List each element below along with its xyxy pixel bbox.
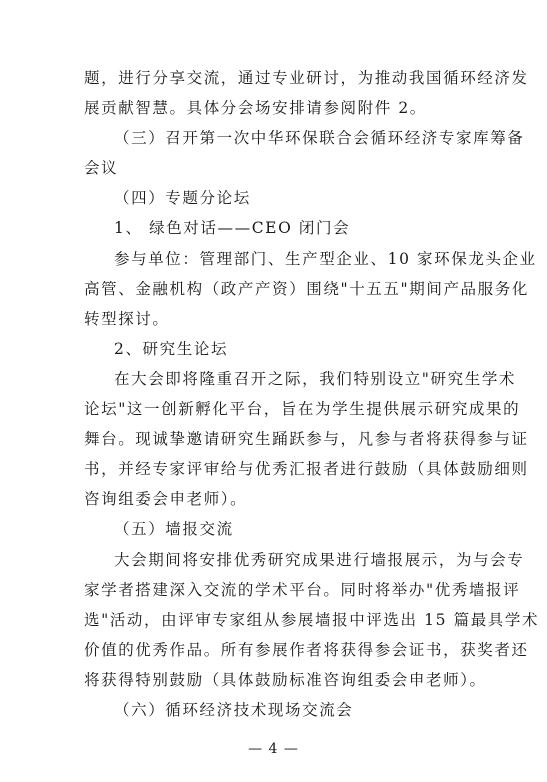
text-line: （五）墙报交流 [114,520,234,538]
text-line: 1、 绿色对话——CEO 闭门会 [114,219,351,237]
text-line: 转型探讨。 [84,310,170,328]
text-line: 价值的优秀作品。所有参展作者将获得参会证书，获奖者还 [84,641,529,659]
text-line: 题，进行分享交流，通过专业研讨，为推动我国循环经济发 [84,69,529,87]
text-line: 咨询组委会申老师）。 [84,490,248,508]
text-line: 书，并经专家评审给与优秀汇报者进行鼓励（具体鼓励细则 [84,460,529,478]
text-line: 论坛"这一创新孵化平台，旨在为学生提供展示研究成果的 [84,400,521,418]
text-line: 家学者搭建深入交流的学术平台。同时将举办"优秀墙报评 [84,581,521,599]
text-line: （六）循环经济技术现场交流会 [114,701,354,719]
text-line: 2、研究生论坛 [114,340,229,358]
text-line: 高管、金融机构（政产产资）围绕"十五五"期间产品服务化 [84,280,529,298]
text-line: 展贡献智慧。具体分会场安排请参阅附件 2。 [84,99,427,117]
text-line: （四）专题分论坛 [114,189,251,207]
text-line: （三）召开第一次中华环保联合会循环经济专家库筹备 [114,129,525,147]
text-line: 参与单位：管理部门、生产型企业、10 家环保龙头企业 [114,250,537,268]
text-line: 选"活动，由评审专家组从参展墙报中评选出 15 篇最具学术 [84,611,540,629]
text-line: 在大会即将隆重召开之际，我们特别设立"研究生学术 [114,370,517,388]
text-line: 大会期间将安排优秀研究成果进行墙报展示，为与会专 [114,551,525,569]
page-number: — 4 — [248,741,299,757]
text-line: 将获得特别鼓励（具体鼓励标准咨询组委会申老师）。 [84,671,487,689]
text-line: 会议 [84,159,119,177]
text-line: 舞台。现诚挚邀请研究生踊跃参与，凡参与者将获得参与证 [84,430,529,448]
